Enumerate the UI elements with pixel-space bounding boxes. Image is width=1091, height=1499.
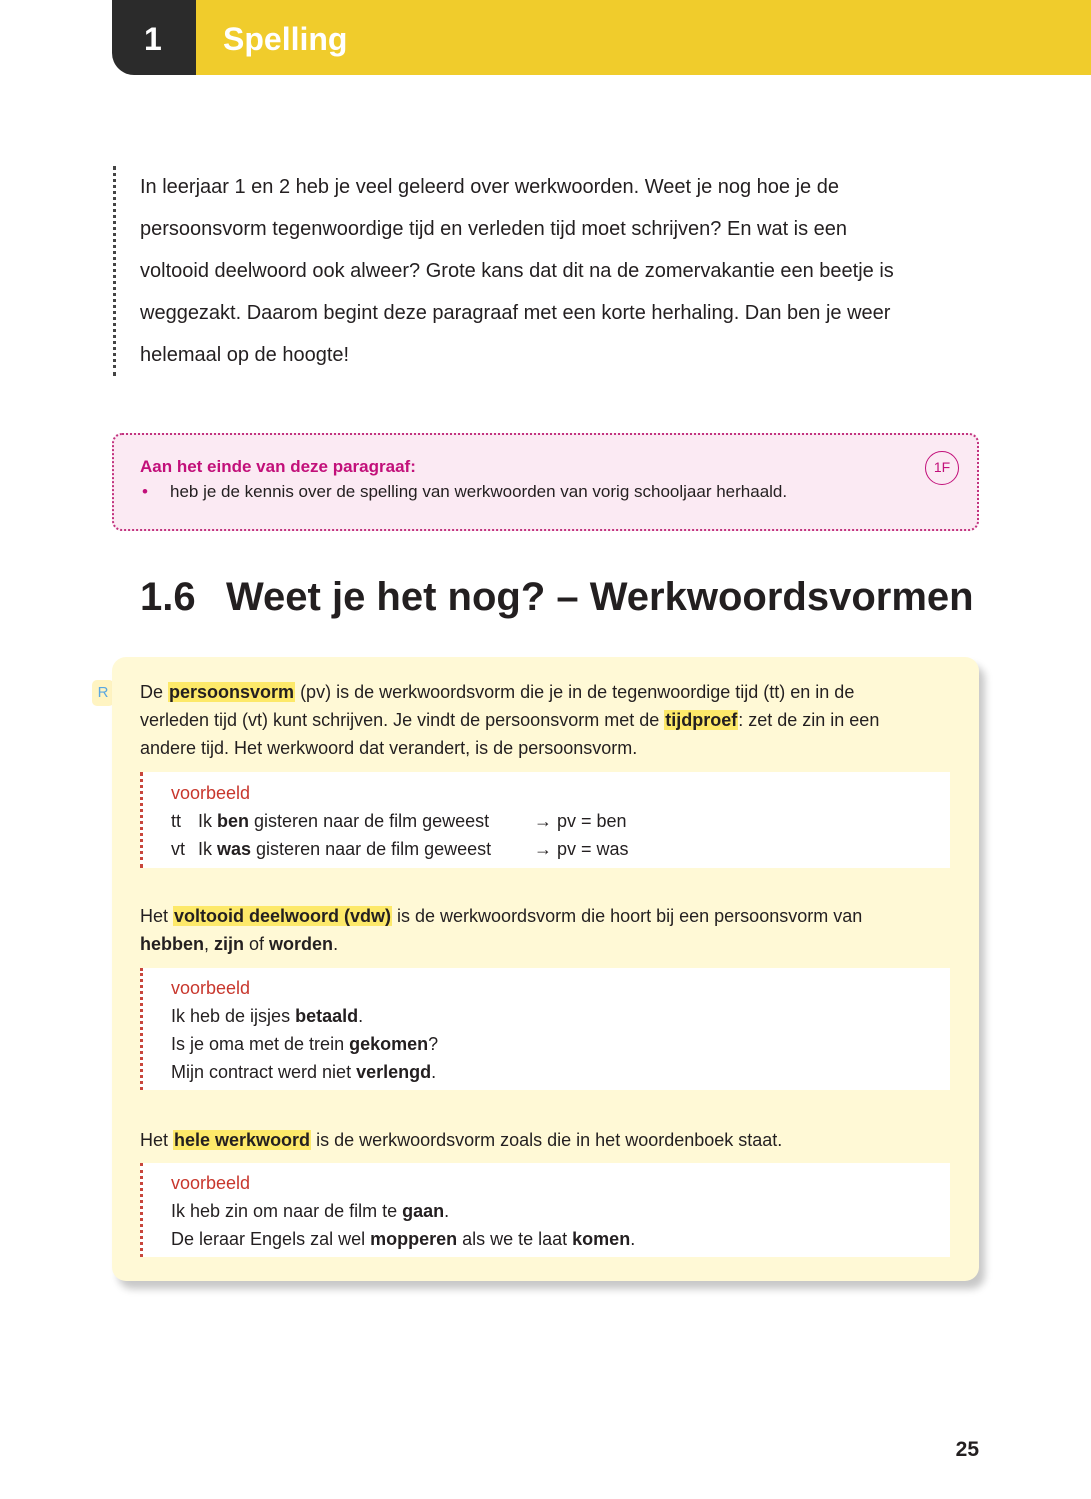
term-tijdproef: tijdproef bbox=[665, 710, 738, 730]
example-result: → pv = was bbox=[534, 839, 629, 859]
intro-line: voltooid deelwoord ook alweer? Grote kans dat dit na de zomervakantie een beetje is bbox=[140, 260, 894, 282]
bold-verb: hebben bbox=[140, 934, 205, 954]
page-number: 25 bbox=[955, 1438, 979, 1461]
text-segment: . bbox=[444, 1201, 450, 1221]
example-label: voorbeeld bbox=[171, 1173, 251, 1193]
voltooid-deelwoord-definition bbox=[140, 902, 950, 958]
bullet-icon: • bbox=[142, 482, 148, 501]
hele-werkwoord-definition bbox=[140, 1126, 950, 1154]
text-segment: Het bbox=[140, 906, 174, 926]
learning-goal-item bbox=[140, 479, 951, 505]
text-segment: ? bbox=[428, 1034, 439, 1054]
intro-line: In leerjaar 1 en 2 heb je veel geleerd over werkwoorden. Weet je nog hoe je de bbox=[140, 176, 839, 198]
learning-goals-box bbox=[112, 433, 979, 531]
term-persoonsvorm: persoonsvorm bbox=[169, 682, 295, 702]
text-segment: Ik bbox=[198, 839, 218, 859]
text-segment: gisteren naar de film geweest bbox=[251, 839, 492, 859]
example-sentence bbox=[198, 835, 534, 863]
text-segment: Ik heb de ijsjes bbox=[171, 1006, 296, 1026]
text-segment: . bbox=[431, 1062, 437, 1082]
example-box bbox=[140, 1163, 950, 1257]
example-row bbox=[171, 835, 950, 863]
text-segment: Het bbox=[140, 1130, 174, 1150]
text-segment: Mijn contract werd niet bbox=[171, 1062, 357, 1082]
text-segment: gisteren naar de film geweest bbox=[249, 811, 490, 831]
text-segment: of bbox=[244, 934, 270, 954]
example-row bbox=[171, 1058, 950, 1086]
bold-verb: betaald bbox=[295, 1006, 359, 1026]
text-segment: (pv) is de werkwoordsvorm die je in de tegenwoordige tijd (tt) en in de bbox=[295, 682, 855, 702]
section-title bbox=[140, 575, 974, 620]
intro-line: weggezakt. Daarom begint deze paragraaf met een korte herhaling. Dan ben je weer bbox=[140, 302, 891, 324]
text-segment: . bbox=[630, 1229, 636, 1249]
bold-verb: komen bbox=[572, 1229, 631, 1249]
example-row bbox=[171, 1225, 950, 1253]
bold-verb: verlengd bbox=[356, 1062, 432, 1082]
tense-label: tt bbox=[171, 811, 182, 831]
rule-badge: R bbox=[92, 680, 114, 706]
text-segment: Ik bbox=[198, 811, 218, 831]
text-segment: andere tijd. Het werkwoord dat verandert, is de persoonsvorm. bbox=[140, 738, 638, 758]
bold-verb: ben bbox=[217, 811, 250, 831]
example-result: → pv = ben bbox=[534, 811, 627, 831]
intro-paragraph bbox=[113, 166, 983, 376]
bold-verb: worden bbox=[269, 934, 334, 954]
section-title-text: Weet je het nog? – Werkwoordsvormen bbox=[226, 575, 974, 619]
text-segment: . bbox=[358, 1006, 364, 1026]
tense-label: vt bbox=[171, 839, 186, 859]
text-segment: , bbox=[204, 934, 215, 954]
example-row bbox=[171, 1197, 950, 1225]
text-segment: De bbox=[140, 682, 169, 702]
persoonsvorm-definition bbox=[140, 678, 950, 762]
term-hele-werkwoord: hele werkwoord bbox=[174, 1130, 311, 1150]
level-badge: 1F bbox=[925, 451, 959, 485]
chapter-title: Spelling bbox=[196, 0, 1091, 75]
example-label: voorbeeld bbox=[171, 978, 251, 998]
text-segment: Ik heb zin om naar de film te bbox=[171, 1201, 403, 1221]
bold-verb: gaan bbox=[402, 1201, 445, 1221]
example-box bbox=[140, 772, 950, 868]
text-segment: is de werkwoordsvorm die hoort bij een persoonsvorm van bbox=[392, 906, 863, 926]
text-segment: . bbox=[333, 934, 339, 954]
text-segment: verleden tijd (vt) kunt schrijven. Je vindt de persoonsvorm met de bbox=[140, 710, 665, 730]
term-voltooid-deelwoord: voltooid deelwoord (vdw) bbox=[174, 906, 392, 926]
bold-verb: was bbox=[217, 839, 252, 859]
bold-verb: mopperen bbox=[370, 1229, 458, 1249]
section-number: 1.6 bbox=[140, 575, 196, 619]
rule-card bbox=[112, 657, 979, 1281]
text-segment: Is je oma met de trein bbox=[171, 1034, 350, 1054]
example-row bbox=[171, 1002, 950, 1030]
learning-goal-text: heb je de kennis over de spelling van werkwoorden van vorig schooljaar herhaald. bbox=[170, 482, 788, 501]
text-segment: is de werkwoordsvorm zoals die in het woordenboek staat. bbox=[311, 1130, 783, 1150]
text-segment: als we te laat bbox=[457, 1229, 573, 1249]
example-box bbox=[140, 968, 950, 1090]
text-segment: De leraar Engels zal wel bbox=[171, 1229, 371, 1249]
example-row bbox=[171, 1030, 950, 1058]
learning-goals-heading: Aan het einde van deze paragraaf: bbox=[140, 457, 416, 476]
intro-line: helemaal op de hoogte! bbox=[140, 344, 350, 366]
example-row bbox=[171, 807, 950, 835]
example-label: voorbeeld bbox=[171, 783, 251, 803]
intro-line: persoonsvorm tegenwoordige tijd en verleden tijd moet schrijven? En wat is een bbox=[140, 218, 848, 240]
bold-verb: zijn bbox=[214, 934, 245, 954]
bold-verb: gekomen bbox=[349, 1034, 429, 1054]
example-sentence bbox=[198, 807, 534, 835]
chapter-header bbox=[112, 0, 1091, 75]
chapter-number: 1 bbox=[112, 0, 196, 75]
text-segment: : zet de zin in een bbox=[738, 710, 880, 730]
